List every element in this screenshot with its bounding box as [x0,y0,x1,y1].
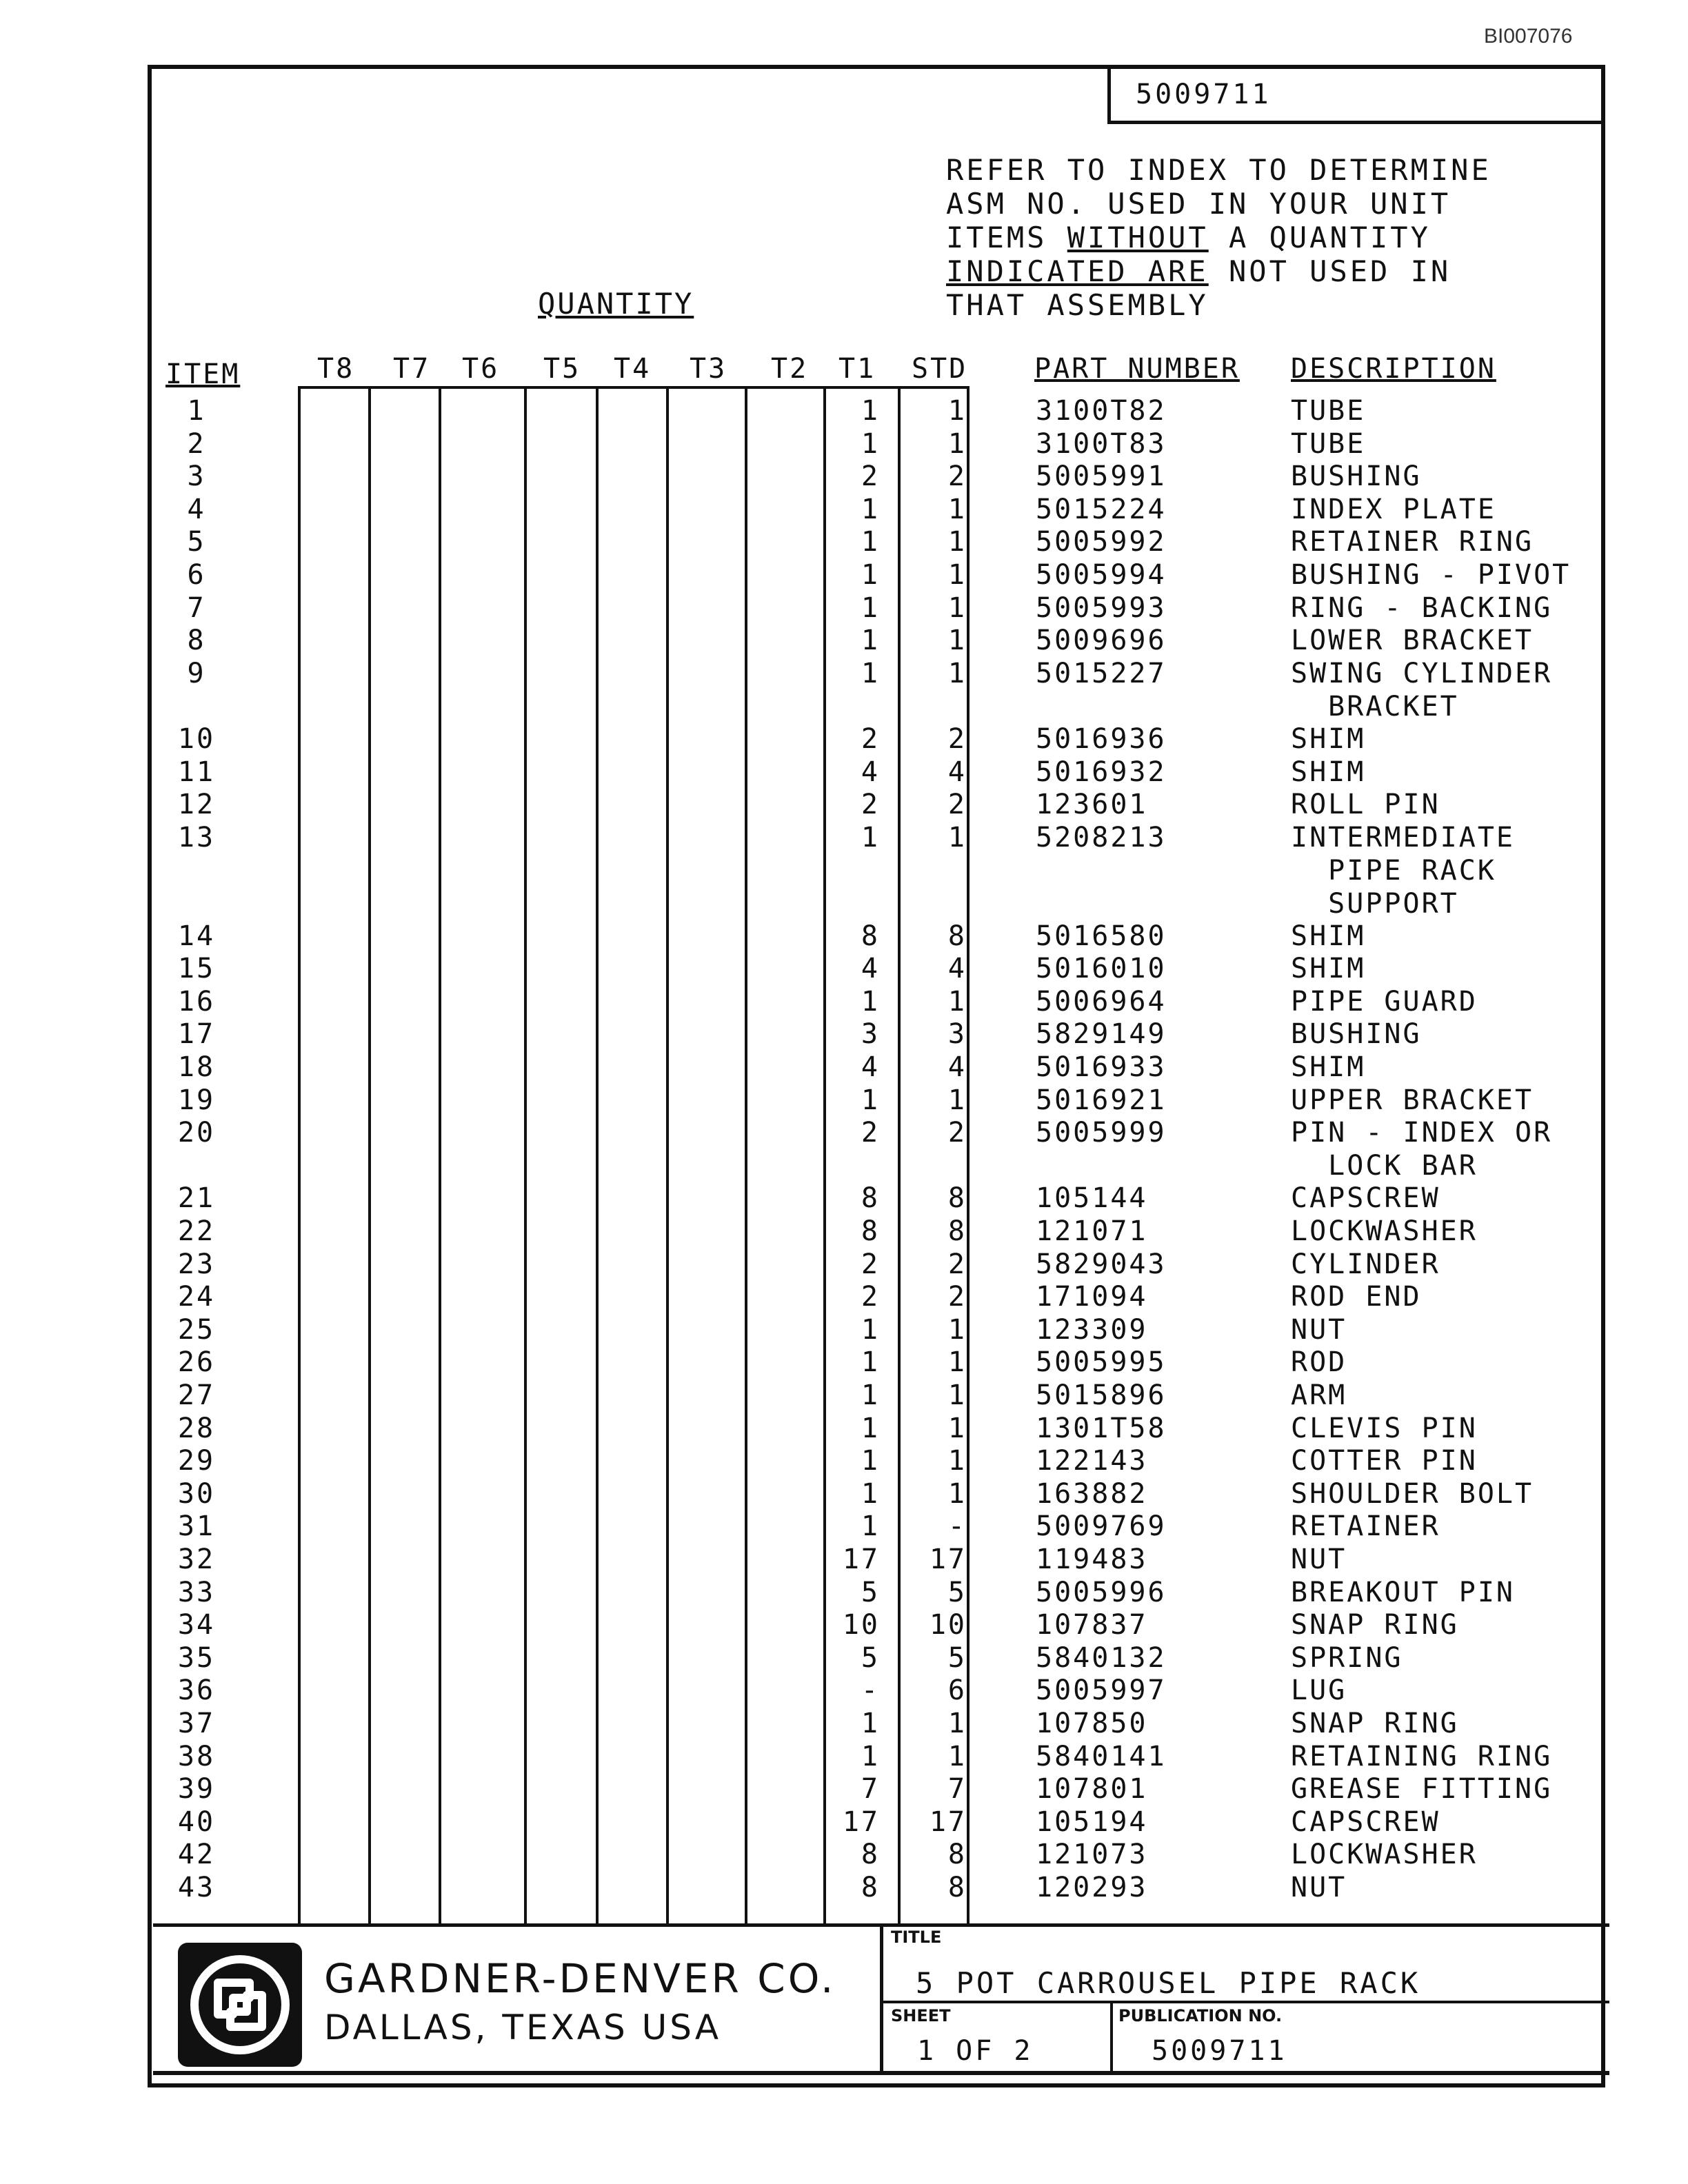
description: SHIM [1291,1051,1366,1083]
table-row [0,1313,1688,1346]
description: INDEX PLATE [1291,493,1496,525]
part-number: 5840141 [1036,1740,1167,1772]
t1-quantity: 1 [861,1477,880,1510]
part-number: 3100T83 [1036,427,1167,460]
t1-quantity: 8 [861,1182,880,1215]
t1-quantity: 1 [861,559,880,591]
description: LOWER BRACKET [1291,625,1534,657]
description: TUBE [1291,427,1366,460]
std-quantity: 4 [947,953,967,985]
t1-quantity: 10 [842,1609,880,1641]
description: ROLL PIN [1291,789,1440,821]
item-number: 22 [177,1215,216,1247]
std-quantity: 5 [947,1576,967,1608]
std-quantity: - [947,1510,967,1543]
description: ROD END [1291,1281,1422,1313]
t1-quantity: 8 [861,1215,880,1247]
std-quantity: 1 [947,1740,967,1772]
item-number: 30 [177,1477,216,1510]
table-row [0,1608,1688,1641]
t1-quantity: 1 [861,1313,880,1346]
description: UPPER BRACKET [1291,1084,1534,1116]
std-quantity: 17 [929,1544,967,1575]
table-row [0,1116,1688,1182]
table-row [0,788,1688,821]
table-row [0,592,1688,625]
description: SPRING [1291,1641,1403,1674]
item-number: 13 [177,821,216,853]
item-number: 32 [177,1544,216,1575]
description: RETAINER RING [1291,526,1534,558]
item-number: 1 [187,395,206,427]
item-number: 39 [177,1773,216,1806]
t1-quantity: 8 [861,1839,880,1871]
part-number: 5006964 [1036,985,1167,1018]
company-name: GARDNER-DENVER CO. [324,1955,836,2002]
std-quantity: 1 [947,1412,967,1444]
std-quantity: 8 [947,1872,967,1903]
item-number: 10 [177,723,216,755]
t1-quantity: 1 [861,1346,880,1379]
t1-quantity: 5 [861,1641,880,1674]
index-note [946,153,1491,322]
t1-quantity: 17 [842,1544,880,1575]
item-number: 29 [177,1445,216,1477]
item-number: 5 [187,526,206,558]
t7-column-header: T7 [393,353,431,385]
t1-quantity: 1 [861,1379,880,1411]
table-row [0,493,1688,526]
t6-column-header: T6 [462,353,500,385]
part-number: 163882 [1036,1477,1148,1510]
description: TUBE [1291,395,1366,427]
description: BUSHING - PIVOT [1291,559,1571,591]
std-quantity: 8 [947,920,967,952]
table-row [0,821,1688,920]
sheet-number: 1 OF 2 [917,2035,1034,2067]
item-number: 12 [177,789,216,821]
description: NUT [1291,1544,1347,1575]
t1-quantity: - [861,1675,880,1707]
description: BUSHING [1291,1018,1422,1051]
part-number: 5016933 [1036,1051,1167,1083]
t2-column-header: T2 [771,353,809,385]
std-quantity: 1 [947,493,967,525]
item-number: 18 [177,1051,216,1083]
document-id: BI007076 [1484,25,1573,48]
std-quantity: 1 [947,1477,967,1510]
t1-quantity: 2 [861,789,880,821]
description: RING - BACKING [1291,592,1553,624]
table-row [0,427,1688,461]
t1-quantity: 8 [861,1872,880,1903]
part-number-header: PART NUMBER [1034,353,1240,385]
description: CAPSCREW [1291,1806,1440,1838]
title-label: TITLE [891,1928,942,1947]
std-quantity: 1 [947,657,967,689]
t1-quantity: 2 [861,1117,880,1149]
item-number: 34 [177,1609,216,1641]
item-number: 31 [177,1510,216,1543]
part-number: 5005991 [1036,461,1167,493]
item-number: 9 [187,657,206,689]
t1-quantity: 5 [861,1576,880,1608]
t3-column-header: T3 [690,353,727,385]
description: SNAP RING [1291,1609,1459,1641]
part-number: 5005996 [1036,1576,1167,1608]
part-number: 5005999 [1036,1117,1167,1149]
std-column-header: STD [912,353,968,385]
table-row [0,1346,1688,1379]
std-quantity: 2 [947,1248,967,1280]
description: NUT [1291,1872,1347,1903]
t1-quantity: 4 [861,953,880,985]
std-quantity: 2 [947,1281,967,1313]
part-number: 171094 [1036,1281,1148,1313]
std-quantity: 3 [947,1018,967,1051]
gardner-denver-logo-icon [178,1943,302,2067]
std-quantity: 8 [947,1215,967,1247]
table-row [0,1674,1688,1707]
table-row [0,1477,1688,1510]
table-row [0,460,1688,493]
table-row [0,1740,1688,1773]
t1-quantity: 4 [861,1051,880,1083]
part-number: 5005993 [1036,592,1167,624]
part-number: 5015227 [1036,657,1167,689]
t1-quantity: 1 [861,1445,880,1477]
table-row [0,1248,1688,1281]
part-number: 5005994 [1036,559,1167,591]
description: ARM [1291,1379,1347,1411]
part-number: 5829149 [1036,1018,1167,1051]
t1-quantity: 2 [861,1281,880,1313]
part-number: 5016932 [1036,756,1167,788]
item-number: 38 [177,1740,216,1772]
item-number: 16 [177,985,216,1018]
table-row [0,1280,1688,1313]
company-location: DALLAS, TEXAS USA [324,2008,722,2048]
std-quantity: 1 [947,1346,967,1379]
part-number: 123309 [1036,1313,1148,1346]
t1-quantity: 1 [861,1412,880,1444]
part-number: 5016580 [1036,920,1167,952]
table-row [0,558,1688,592]
description: SHIM [1291,920,1366,952]
title-block-divider [880,2001,1609,2003]
description: SNAP RING [1291,1708,1459,1739]
description: CLEVIS PIN [1291,1412,1478,1444]
std-quantity: 1 [947,395,967,427]
t1-quantity: 4 [861,756,880,788]
item-number: 43 [177,1872,216,1903]
item-number: 15 [177,953,216,985]
t1-quantity: 1 [861,625,880,657]
description: PIN - INDEX OR LOCK BAR [1291,1117,1553,1182]
std-quantity: 1 [947,526,967,558]
table-row [0,1772,1688,1806]
quantity-grid-top-rule [298,386,967,389]
note-line: INDICATED ARE NOT USED IN [946,254,1451,288]
note-line: THAT ASSEMBLY [946,288,1209,322]
item-number: 17 [177,1018,216,1051]
std-quantity: 8 [947,1182,967,1215]
part-number: 5016010 [1036,953,1167,985]
t1-quantity: 17 [842,1806,880,1838]
t1-quantity: 1 [861,427,880,460]
t1-quantity: 1 [861,493,880,525]
t5-column-header: T5 [543,353,581,385]
table-row [0,657,1688,722]
part-number: 5005995 [1036,1346,1167,1379]
table-row [0,1051,1688,1084]
table-row [0,1084,1688,1117]
item-column-header: ITEM [165,358,241,390]
part-number: 5009769 [1036,1510,1167,1543]
description: CYLINDER [1291,1248,1440,1280]
std-quantity: 6 [947,1675,967,1707]
item-number: 21 [177,1182,216,1215]
description: RETAINING RING [1291,1740,1553,1772]
item-number: 24 [177,1281,216,1313]
std-quantity: 4 [947,1051,967,1083]
item-number: 8 [187,625,206,657]
part-number: 1301T58 [1036,1412,1167,1444]
quantity-heading: QUANTITY [538,287,694,321]
table-row [0,1444,1688,1477]
std-quantity: 17 [929,1806,967,1838]
part-number: 107837 [1036,1609,1148,1641]
std-quantity: 1 [947,559,967,591]
table-row [0,1543,1688,1576]
item-number: 27 [177,1379,216,1411]
item-number: 23 [177,1248,216,1280]
table-row [0,756,1688,789]
t4-column-header: T4 [614,353,652,385]
std-quantity: 1 [947,592,967,624]
part-number: 120293 [1036,1872,1148,1903]
std-quantity: 10 [929,1609,967,1641]
table-row [0,1412,1688,1445]
part-number: 5016936 [1036,723,1167,755]
std-quantity: 1 [947,985,967,1018]
item-number: 40 [177,1806,216,1838]
description: SHIM [1291,953,1366,985]
t1-quantity: 2 [861,1248,880,1280]
t1-quantity: 3 [861,1018,880,1051]
std-quantity: 2 [947,461,967,493]
description: LOCKWASHER [1291,1839,1478,1871]
description: BUSHING [1291,461,1422,493]
t1-quantity: 1 [861,1708,880,1739]
std-quantity: 2 [947,1117,967,1149]
item-number: 11 [177,756,216,788]
t1-quantity: 1 [861,821,880,853]
item-number: 25 [177,1313,216,1346]
t1-column-header: T1 [838,353,876,385]
part-number: 5829043 [1036,1248,1167,1280]
part-number: 3100T82 [1036,395,1167,427]
table-row [0,1871,1688,1904]
description: INTERMEDIATE PIPE RACK SUPPORT [1291,821,1515,920]
description: BREAKOUT PIN [1291,1576,1515,1608]
sheet-label: SHEET [891,2006,951,2025]
t1-quantity: 2 [861,723,880,755]
t8-column-header: T8 [317,353,355,385]
t1-quantity: 1 [861,1740,880,1772]
std-quantity: 1 [947,1084,967,1116]
t1-quantity: 1 [861,985,880,1018]
std-quantity: 5 [947,1641,967,1674]
table-row [0,1576,1688,1609]
table-row [0,1379,1688,1412]
std-quantity: 2 [947,723,967,755]
publication-number-box: 5009711 [1107,65,1605,124]
part-number: 121073 [1036,1839,1148,1871]
description: LOCKWASHER [1291,1215,1478,1247]
std-quantity: 1 [947,625,967,657]
std-quantity: 2 [947,789,967,821]
item-number: 4 [187,493,206,525]
part-number: 5005997 [1036,1675,1167,1707]
description: PIPE GUARD [1291,985,1478,1018]
table-row [0,1182,1688,1215]
table-row [0,985,1688,1018]
item-number: 7 [187,592,206,624]
item-number: 3 [187,461,206,493]
description: SHOULDER BOLT [1291,1477,1534,1510]
item-number: 28 [177,1412,216,1444]
std-quantity: 1 [947,1379,967,1411]
part-number: 5208213 [1036,821,1167,853]
t1-quantity: 1 [861,592,880,624]
description: COTTER PIN [1291,1445,1478,1477]
t1-quantity: 1 [861,657,880,689]
item-number: 36 [177,1675,216,1707]
part-number: 5015896 [1036,1379,1167,1411]
drawing-title: 5 POT CARROUSEL PIPE RACK [916,1966,1421,2000]
description: CAPSCREW [1291,1182,1440,1215]
t1-quantity: 7 [861,1773,880,1806]
part-number: 107801 [1036,1773,1148,1806]
description: SHIM [1291,723,1366,755]
description: NUT [1291,1313,1347,1346]
item-number: 42 [177,1839,216,1871]
t1-quantity: 1 [861,1510,880,1543]
table-row [0,1018,1688,1051]
part-number: 105194 [1036,1806,1148,1838]
std-quantity: 1 [947,821,967,853]
part-number: 105144 [1036,1182,1148,1215]
table-row [0,722,1688,756]
publication-number: 5009711 [1152,2035,1287,2067]
part-number: 119483 [1036,1544,1148,1575]
item-number: 37 [177,1708,216,1739]
item-number: 20 [177,1117,216,1149]
part-number: 107850 [1036,1708,1148,1739]
publication-divider [1110,2001,1113,2071]
std-quantity: 1 [947,1445,967,1477]
description: GREASE FITTING [1291,1773,1553,1806]
t1-quantity: 1 [861,1084,880,1116]
part-number: 122143 [1036,1445,1148,1477]
item-number: 6 [187,559,206,591]
t1-quantity: 1 [861,526,880,558]
std-quantity: 4 [947,756,967,788]
description: ROD [1291,1346,1347,1379]
description: LUG [1291,1675,1347,1707]
description: SHIM [1291,756,1366,788]
table-row [0,394,1688,427]
table-row [0,1215,1688,1248]
item-number: 33 [177,1576,216,1608]
t1-quantity: 1 [861,395,880,427]
description-header: DESCRIPTION [1291,353,1496,385]
table-row [0,1707,1688,1740]
part-number: 121071 [1036,1215,1148,1247]
t1-quantity: 8 [861,920,880,952]
title-block-bottom-rule [153,2071,1609,2075]
std-quantity: 1 [947,427,967,460]
std-quantity: 1 [947,1313,967,1346]
note-line: ASM NO. USED IN YOUR UNIT [946,187,1451,221]
table-row [0,1641,1688,1675]
t1-quantity: 2 [861,461,880,493]
table-row [0,1806,1688,1839]
part-number: 5009696 [1036,625,1167,657]
table-row [0,624,1688,657]
item-number: 35 [177,1641,216,1674]
part-number: 5840132 [1036,1641,1167,1674]
std-quantity: 7 [947,1773,967,1806]
description: SWING CYLINDER BRACKET [1291,657,1553,722]
item-number: 19 [177,1084,216,1116]
item-number: 2 [187,427,206,460]
note-line: ITEMS WITHOUT A QUANTITY [946,221,1431,254]
publication-label: PUBLICATION NO. [1118,2006,1283,2025]
part-number: 5005992 [1036,526,1167,558]
item-number: 26 [177,1346,216,1379]
table-row [0,920,1688,953]
part-number: 5015224 [1036,493,1167,525]
table-row [0,525,1688,558]
note-line: REFER TO INDEX TO DETERMINE [946,153,1491,187]
table-row [0,1510,1688,1543]
description: RETAINER [1291,1510,1440,1543]
part-number: 123601 [1036,789,1148,821]
part-number: 5016921 [1036,1084,1167,1116]
std-quantity: 8 [947,1839,967,1871]
table-row [0,1838,1688,1871]
table-row [0,952,1688,985]
item-number: 14 [177,920,216,952]
std-quantity: 1 [947,1708,967,1739]
